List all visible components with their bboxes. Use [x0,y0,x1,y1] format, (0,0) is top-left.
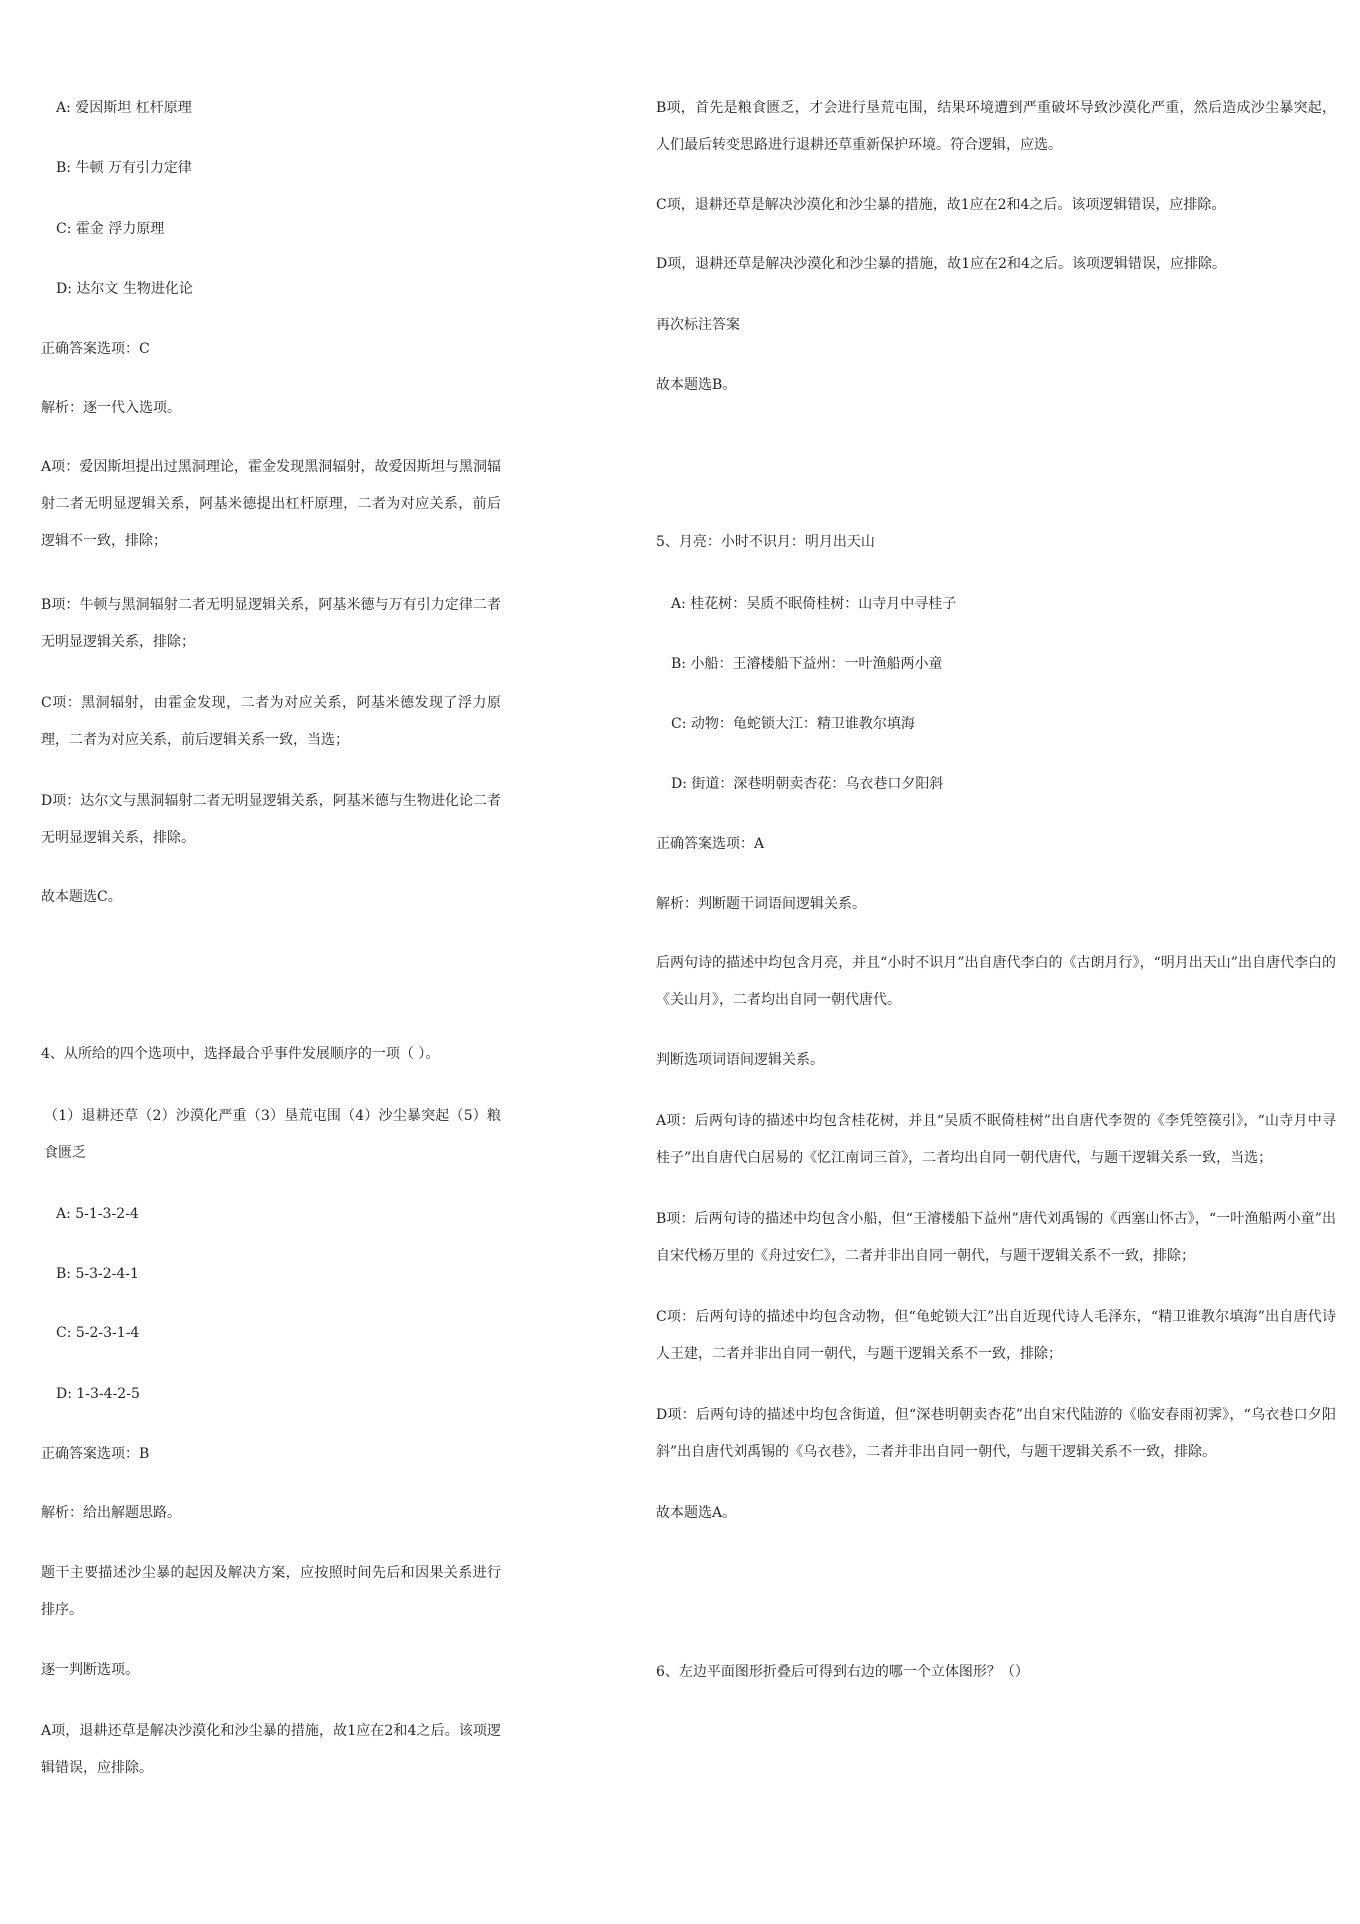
q5-option-a: A: 桂花树：吴质不眠倚桂树：山寺月中寻桂子 [671,596,957,612]
q3-option-d: D: 达尔文 生物进化论 [56,281,193,297]
q4-note: 再次标注答案 [656,317,740,333]
q4-option-c: C: 5-2-3-1-4 [56,1325,140,1341]
q3-explanation-b: B项：牛顿与黑洞辐射二者无明显逻辑关系，阿基米德与万有引力定律二者无明显逻辑关系，排除； [41,597,501,650]
q4-option-b: B: 5-3-2-4-1 [56,1266,139,1282]
q4-analysis: 解析：给出解题思路。 [41,1505,181,1521]
q5-stem: 5、月亮：小时不识月：明月出天山 [656,534,875,550]
q4-option-a: A: 5-1-3-2-4 [56,1206,139,1222]
q3-option-a: A: 爱因斯坦 杠杆原理 [56,100,192,116]
q6-stem: 6、左边平面图形折叠后可得到右边的哪一个立体图形？（） [656,1664,1029,1680]
q5-explanation-c: C项：后两句诗的描述中均包含动物，但“龟蛇锁大江”出自近现代诗人毛泽东，“精卫谁教尔填海”出自唐代诗人王建，二者并非出自同一朝代，与题干逻辑关系不一致，排除； [656,1309,1336,1362]
q4-stem: 4、从所给的四个选项中，选择最合乎事件发展顺序的一项（ ）。 [41,1046,440,1062]
q3-answer: 正确答案选项：C [41,341,150,357]
q5-stem-explanation: 后两句诗的描述中均包含月亮，并且“小时不识月”出自唐代李白的《古朗月行》，“明月出天山”出自唐代李白的《关山月》，二者均出自同一朝代唐代。 [656,955,1336,1008]
q5-option-b: B: 小船：王濬楼船下益州：一叶渔船两小童 [671,656,943,672]
q4-explanation-d: D项，退耕还草是解决沙漠化和沙尘暴的措施，故1应在2和4之后。该项逻辑错误，应排除。 [656,256,1226,272]
q4-items: （1）退耕还草（2）沙漠化严重（3）垦荒屯围（4）沙尘暴突起（5）粮食匮乏 [44,1108,501,1161]
q4-judge: 逐一判断选项。 [41,1662,139,1678]
q5-explanation-a: A项：后两句诗的描述中均包含桂花树，并且“吴质不眠倚桂树”出自唐代李贺的《李凭箜篌引》，“山寺月中寻桂子”出自唐代白居易的《忆江南词三首》，二者均出自同一朝代唐代，与题干逻辑关系一致，当选； [656,1113,1336,1166]
q4-explanation-a: A项，退耕还草是解决沙漠化和沙尘暴的措施，故1应在2和4之后。该项逻辑错误，应排除。 [41,1723,501,1776]
q4-conclusion: 故本题选B。 [656,377,737,393]
q3-option-c: C: 霍金 浮力原理 [56,221,165,237]
q4-option-d: D: 1-3-4-2-5 [56,1386,140,1402]
left-column [41,0,501,1924]
q5-answer: 正确答案选项：A [656,836,765,852]
q5-judge: 判断选项词语间逻辑关系。 [656,1052,824,1068]
q3-conclusion: 故本题选C。 [41,889,122,905]
q3-explanation-d: D项：达尔文与黑洞辐射二者无明显逻辑关系，阿基米德与生物进化论二者无明显逻辑关系，排除。 [41,793,501,846]
q3-analysis: 解析：逐一代入选项。 [41,400,181,416]
q5-option-c: C: 动物：龟蛇锁大江：精卫谁教尔填海 [671,716,915,732]
q4-explanation-c: C项，退耕还草是解决沙漠化和沙尘暴的措施，故1应在2和4之后。该项逻辑错误，应排除。 [656,197,1226,213]
q5-explanation-b: B项：后两句诗的描述中均包含小船，但“王濬楼船下益州”唐代刘禹锡的《西塞山怀古》，“一叶渔船两小童”出自宋代杨万里的《舟过安仁》，二者并非出自同一朝代，与题干逻辑关系不一致，排除； [656,1211,1336,1264]
q4-answer: 正确答案选项：B [41,1446,150,1462]
q5-explanation-d: D项：后两句诗的描述中均包含街道，但“深巷明朝卖杏花”出自宋代陆游的《临安春雨初霁》，“乌衣巷口夕阳斜”出自唐代刘禹锡的《乌衣巷》，二者并非出自同一朝代，与题干逻辑关系不一致，排除。 [656,1407,1336,1460]
q3-option-b: B: 牛顿 万有引力定律 [56,160,192,176]
q5-conclusion: 故本题选A。 [656,1505,737,1521]
q3-explanation-a: A项：爱因斯坦提出过黑洞理论，霍金发现黑洞辐射，故爱因斯坦与黑洞辐射二者无明显逻辑关系，阿基米德提出杠杆原理，二者为对应关系，前后逻辑不一致，排除； [41,459,501,549]
q3-explanation-c: C项：黑洞辐射，由霍金发现，二者为对应关系，阿基米德发现了浮力原理，二者为对应关系，前后逻辑关系一致，当选； [41,695,501,748]
right-column [656,0,1336,1924]
q4-explanation-b: B项，首先是粮食匮乏，才会进行垦荒屯围，结果环境遭到严重破坏导致沙漠化严重，然后造成沙尘暴突起，人们最后转变思路进行退耕还草重新保护环境。符合逻辑，应选。 [656,100,1336,153]
q5-option-d: D: 街道：深巷明朝卖杏花：乌衣巷口夕阳斜 [671,776,944,792]
q4-stem-explanation: 题干主要描述沙尘暴的起因及解决方案，应按照时间先后和因果关系进行排序。 [41,1565,501,1618]
q5-analysis: 解析：判断题干词语间逻辑关系。 [656,896,866,912]
